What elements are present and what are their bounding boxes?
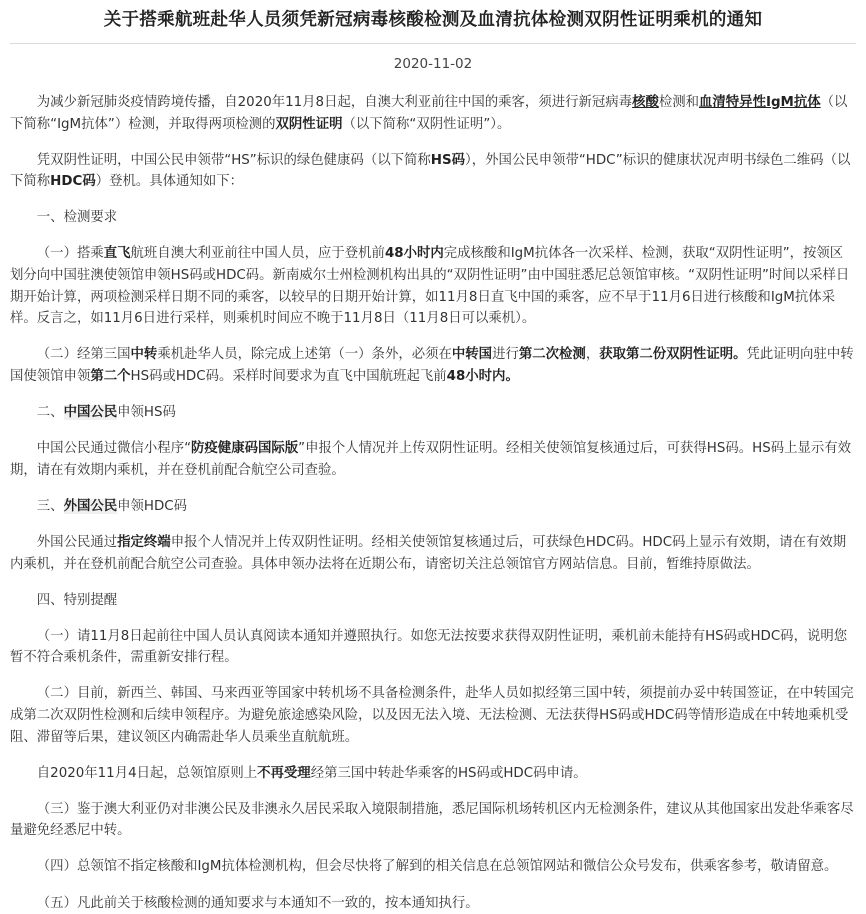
text-run: 外国公民通过	[36, 534, 118, 550]
bold-text: 核酸	[632, 95, 659, 110]
bold-text: 获取第二份双阴性证明。	[599, 347, 747, 363]
text-run: （以下简称“IgM抗体”）检测，并取得两项检测的	[10, 95, 848, 132]
body-paragraph	[10, 856, 856, 878]
text-run: 检测和	[658, 95, 700, 110]
bold-text: HDC码	[50, 174, 96, 190]
text-run: （五）凡此前关于核酸检测的通知要求与本通知不一致的，按本通知执行。	[36, 895, 479, 911]
section-heading	[10, 402, 856, 424]
notice-title: 关于搭乘航班赴华人员须凭新冠病毒核酸检测及血清抗体检测双阴性证明乘机的通知	[103, 10, 763, 30]
bold-text: 血清特异性IgM抗体	[699, 95, 821, 110]
text-run: 凭此证明向驻中转国使领馆申领	[10, 347, 854, 384]
text-run: 二、	[36, 405, 64, 421]
bold-text: 中国公民	[63, 405, 118, 421]
section-heading	[10, 207, 856, 229]
text-run: 申领HDC码	[117, 498, 188, 514]
bold-text: 48小时内	[384, 246, 444, 262]
text-run: （二）经第三国	[36, 347, 131, 363]
text-run: （以下简称“双阴性证明”）。	[342, 116, 511, 132]
bold-text: 中转	[130, 347, 158, 363]
text-run: 航班自澳大利亚前往中国人员，应于登机前	[130, 246, 385, 262]
text-run: （一）请11月8日起前往中国人员认真阅读本通知并遵照执行。如您无法按要求获得双阴性证明，乘机前未能持有HS码或HDC码，说明您暂不符合乘机条件，需重新安排行程。	[10, 628, 848, 666]
bold-text: 不再受理	[257, 765, 311, 781]
text-run: 进行	[492, 347, 519, 363]
body-paragraph	[10, 150, 856, 193]
bold-text: 双阴性证明	[275, 116, 343, 132]
text-run: 申领HS码	[117, 405, 176, 421]
body-paragraph	[10, 683, 856, 748]
text-run: 凭双阴性证明，中国公民申领带“HS”标识的绿色健康码（以下简称	[36, 152, 431, 168]
text-run: HS码或HDC码。采样时间要求为直飞中国航班起飞前	[130, 368, 447, 384]
bold-text: 防疫健康码国际版	[191, 441, 299, 457]
body-paragraph	[10, 799, 856, 842]
text-run: ”申报个人情况并上传双阴性证明。经相关使领馆复核通过后，可获得HS码。HS码上显示有效期，请在有效期内乘机，并在登机前配合航空公司查验。	[10, 441, 852, 478]
body-paragraph	[10, 532, 856, 575]
text-run: 一、检测要求	[36, 210, 118, 226]
text-run: 自2020年11月4日起，总领馆原则上	[36, 765, 258, 781]
bold-text: 直飞	[103, 246, 131, 262]
text-run: （四）总领馆不指定核酸和IgM抗体检测机构，但会尽快将了解到的相关信息在总领馆网站和微信公众号发布，供乘客参考，敬请留意。	[36, 859, 838, 875]
bold-text: 第二个	[90, 368, 131, 384]
text-run: 中国公民通过微信小程序“	[36, 441, 192, 457]
bold-text: 外国公民	[63, 498, 118, 514]
text-run: （三）鉴于澳大利亚仍对非澳公民及非澳永久居民采取入境限制措施，悉尼国际机场转机区内无检测条件，建议从其他国家出发赴华乘客尽量避免经悉尼中转。	[10, 801, 854, 839]
body-paragraph	[10, 438, 856, 481]
notice-body	[10, 92, 856, 914]
publish-date: 2020-11-02	[393, 56, 473, 72]
bold-text: 第二次检测	[518, 347, 586, 363]
section-heading	[10, 590, 856, 612]
text-run: 完成核酸和IgM抗体各一次采样、检测，获取“双阴性证明”，按领区划分向中国驻澳使领馆申领HS码或HDC码。新南威尔士州检测机构出具的“双阴性证明”由中国驻悉尼总领馆审核。“双阴性证明”时间以采样日期开始计算，两项检测采样日期不同的乘客，以较早的日期开始计算，如11月8日直飞中国的乘客，应不早于11月6日进行核酸和IgM抗体采样。反言之，如11月6日进行采样，则乘机时间应不晚于11月8日（11月8日可以乘机）。	[10, 246, 850, 327]
text-run: ，	[585, 347, 600, 363]
title-divider	[10, 43, 856, 44]
bold-text: HS码	[430, 152, 466, 168]
bold-text: 中转国	[451, 347, 493, 363]
text-run: 乘机赴华人员，除完成上述第（一）条外，必须在	[157, 347, 452, 363]
bold-text: 48小时内。	[446, 368, 519, 384]
body-paragraph	[10, 626, 856, 669]
text-run: （一）搭乘	[36, 246, 104, 262]
text-run: 三、	[36, 498, 64, 514]
body-paragraph	[10, 92, 856, 135]
text-run: ）登机。具体通知如下：	[95, 174, 244, 190]
body-paragraph	[10, 763, 856, 785]
text-run: （二）目前，新西兰、韩国、马来西亚等国家中转机场不具备检测条件，赴华人员如拟经第三国中转，须提前办妥中转国签证，在中转国完成第二次双阴性检测和后续申领程序。为避免旅途感染风险，以及因无法入境、无法检测、无法获得HS码或HDC码等情形造成在中转地乘机受阻、滞留等后果，建议领区内确需赴华人员乘坐直航航班。	[10, 686, 854, 745]
body-paragraph	[10, 893, 856, 914]
section-heading	[10, 496, 856, 518]
text-run: 经第三国中转赴华乘客的HS码或HDC码申请。	[310, 765, 587, 781]
body-paragraph	[10, 344, 856, 387]
bold-text: 指定终端	[117, 534, 171, 550]
text-run: 申报个人情况并上传双阴性证明。经相关使领馆复核通过后，可获绿色HDC码。HDC码上显示有效期，请在有效期内乘机，并在登机前配合航空公司查验。具体申领办法将在近期公布，请密切关注总领馆官方网站信息。目前，暂维持原做法。	[10, 534, 847, 572]
text-run: 四、特别提醒	[36, 592, 118, 608]
body-paragraph	[10, 243, 856, 329]
text-run: 为减少新冠肺炎疫情跨境传播，自2020年11月8日起，自澳大利亚前往中国的乘客，须进行新冠病毒	[36, 95, 633, 110]
text-run: ），外国公民申领带“HDC”标识的健康状况声明书绿色二维码（以下简称	[10, 152, 851, 190]
